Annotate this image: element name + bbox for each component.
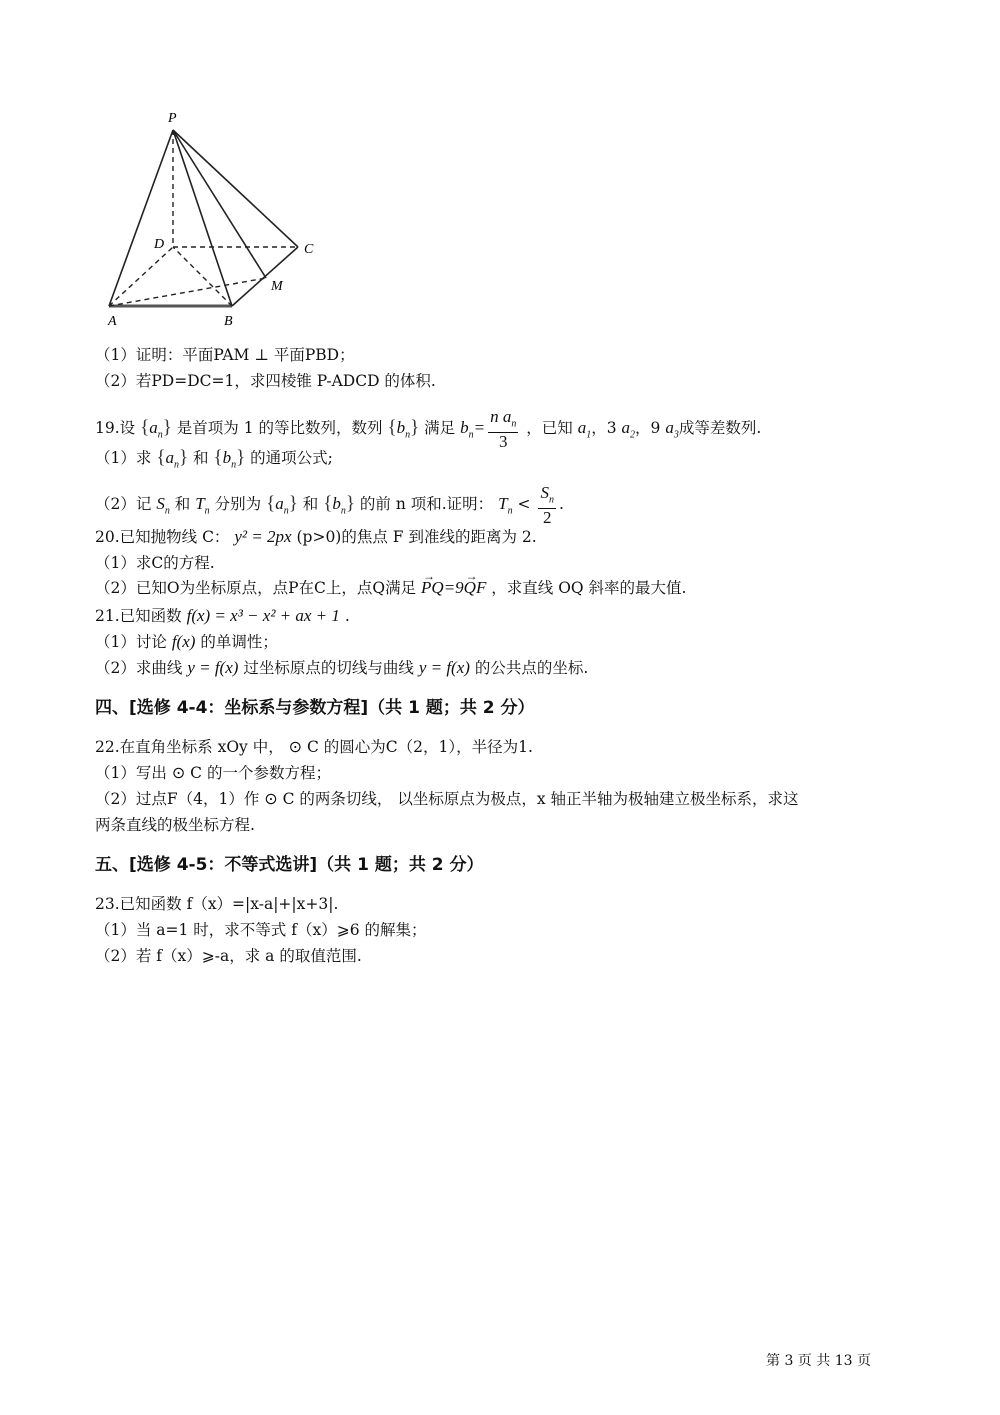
q18-part1: （1）证明：平面PAM ⊥ 平面PBD； [95, 346, 355, 364]
edge-PB [173, 130, 232, 306]
page-number: 第 3 页 共 13 页 [766, 1353, 871, 1369]
q20-intro: 20.已知抛物线 C： y² = 2px (p>0)的焦点 F 到准线的距离为 2. [95, 527, 537, 546]
label-M: M [271, 279, 283, 294]
term-a1: $a_1$ [577, 418, 592, 441]
seq-a: $a_n$ [149, 418, 163, 441]
vector-QF: → QF [464, 578, 487, 598]
bn-fraction: $\frac{n a_n}{3}$ [490, 407, 517, 452]
q19-intro-a: 19.设 [95, 419, 136, 438]
term-a2: $a_2$ [621, 418, 636, 441]
label-D: D [154, 237, 165, 252]
q22-part2-cont: 两条直线的极坐标方程. [95, 816, 255, 834]
section5-title: 五、[选修 4-5：不等式选讲]（共 1 题；共 2 分） [95, 855, 484, 875]
q19-intro-c: 满足 [424, 419, 456, 438]
q23-part2: （2）若 f（x）⩾-a，求 a 的取值范围. [95, 947, 362, 965]
q23-part1: （1）当 a=1 时，求不等式 f（x）⩾6 的解集； [95, 921, 427, 939]
edge-AM [109, 278, 266, 306]
sn-over-2: $\frac{S_n}{2}$ [540, 483, 554, 528]
q21-intro: 21.已知函数 f(x) = x³ − x² + ax + 1 . [95, 606, 350, 625]
label-B: B [224, 314, 233, 329]
sum-S: $S_n$ [156, 494, 170, 517]
q19-intro: 19.设 $\{a_n\}$ 是首项为 1 的等比数列，数列 $\{b_n\}$ 满足 $b_n=$ $\frac{n a_n}{3}$ ，已知 $a_1$，3 $a_2$，9 $a_3$成等差数列. [95, 407, 762, 452]
section4-title: 四、[选修 4-4：坐标系与参数方程]（共 1 题；共 2 分） [95, 698, 535, 718]
q19-part2: （2）记 $S_n$ 和 $T_n$ 分别为 $\{a_n\}$ 和 $\{b_n\}$ 的前 n 项和.证明： $T_n$ < $\frac{S_n}{2}$ . [95, 483, 564, 528]
label-P: P [168, 111, 177, 126]
q19-intro-b: 是首项为 1 的等比数列，数列 [176, 419, 383, 438]
label-C: C [304, 242, 314, 257]
q23-intro: 23.已知函数 f（x）=|x-a|+|x+3|. [95, 895, 339, 913]
sum-T: $T_n$ [195, 494, 210, 517]
q21-part1: （1）讨论 f(x) 的单调性； [95, 632, 278, 651]
q21-part2: （2）求曲线 y = f(x) 过坐标原点的切线与曲线 y = f(x) 的公共点的坐标. [95, 658, 589, 677]
q20-part2: （2）已知O为坐标原点，点P在C上，点Q满足 → PQ=9→ QF ，求直线 OQ 斜率的最大值. [95, 578, 686, 598]
q19-intro-e: 成等差数列. [678, 419, 762, 438]
edge-BD [173, 247, 232, 306]
q19-part1: （1）求 $\{a_n\}$ 和 $\{b_n\}$ 的通项公式; [95, 447, 333, 471]
function-definition: f(x) = x³ − x² + ax + 1 [186, 606, 340, 625]
parabola-equation: y² = 2px [234, 527, 292, 546]
term-a3: $a_3$ [665, 418, 679, 441]
vector-PQ: → PQ [421, 578, 444, 598]
edge-BC [232, 247, 298, 306]
edge-PA [109, 130, 173, 306]
seq-b: $b_n$ [396, 418, 411, 441]
circle-icon: ⊙ [288, 737, 303, 756]
q22-part2: （2）过点F（4，1）作 ⊙ C 的两条切线， 以坐标原点为极点，x 轴正半轴为极轴建立极坐标系，求这 [95, 789, 799, 808]
bn-formula: $b_n=$ [460, 418, 486, 441]
label-A: A [108, 314, 117, 329]
q22-part1: （1）写出 ⊙ C 的一个参数方程； [95, 763, 331, 782]
circle-icon: ⊙ [264, 789, 278, 808]
q20-part1: （1）求C的方程. [95, 554, 215, 572]
q22-intro: 22.在直角坐标系 xOy 中， ⊙ C 的圆心为C（2，1），半径为1. [95, 737, 533, 756]
q19-intro-d: ，已知 [526, 419, 573, 438]
q18-part2: （2）若PD=DC=1，求四棱锥 P-ADCD 的体积. [95, 372, 436, 390]
pyramid-figure [100, 108, 330, 333]
circle-icon: ⊙ [171, 763, 186, 782]
edge-AD [109, 247, 173, 306]
